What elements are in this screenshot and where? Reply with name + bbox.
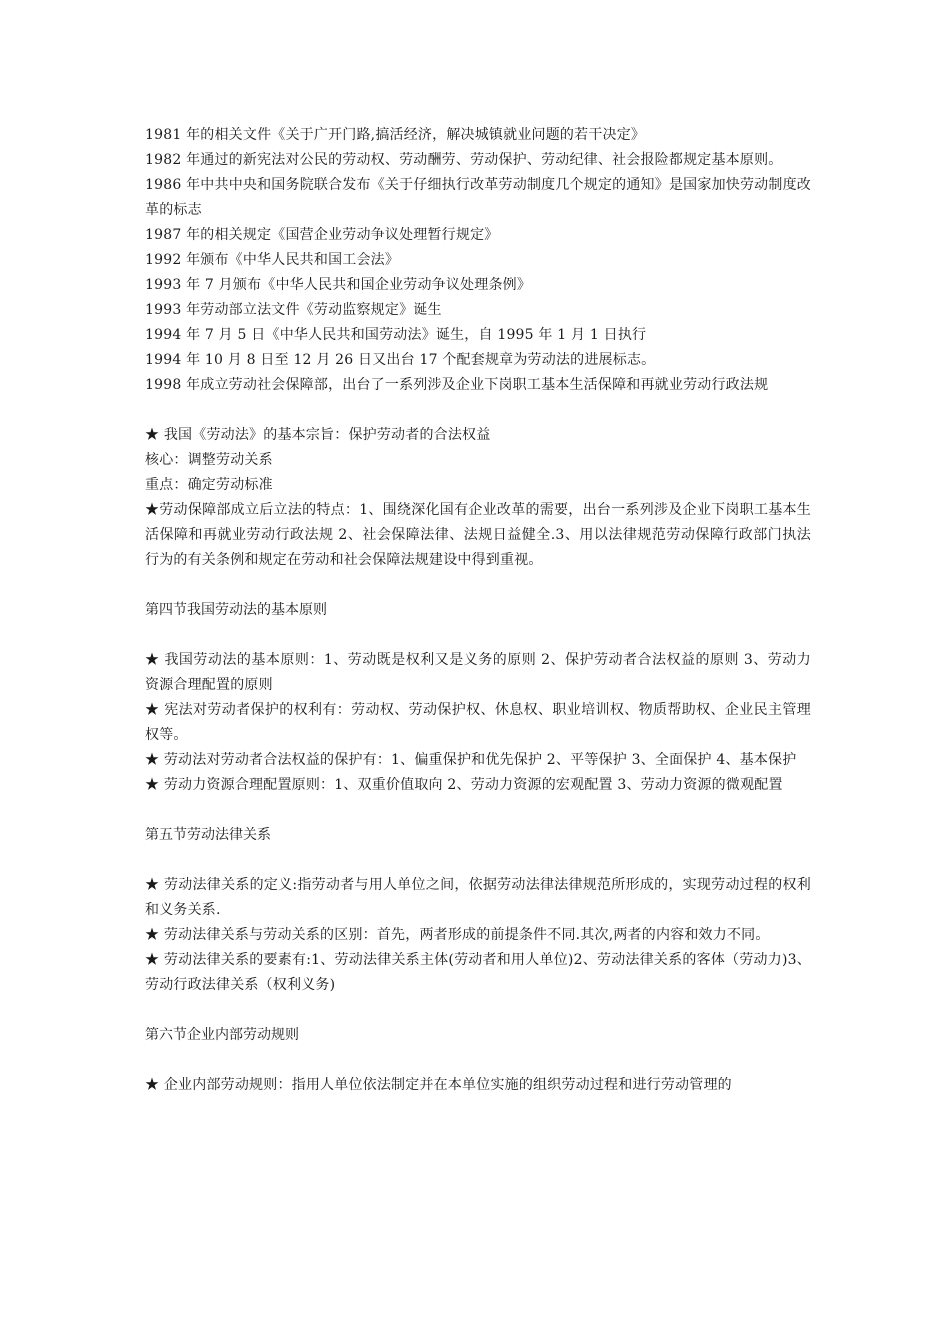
document-page [145, 123, 811, 1098]
section-item: ★ 劳动法对劳动者合法权益的保护有：1、偏重保护和优先保护 2、平等保护 3、全面保护 4、基本保护 [145, 752, 797, 768]
section-item: ★ 宪法对劳动者保护的权利有：劳动权、劳动保护权、休息权、职业培训权、物质帮助权、企业民主管理权等。 [145, 702, 811, 743]
history-line: 1998 年成立劳动社会保障部，出台了一系列涉及企业下岗职工基本生活保障和再就业劳动行政法规 [145, 377, 769, 393]
spacer [145, 848, 811, 873]
section-item: ★ 我国劳动法的基本原则：1、劳动既是权利又是义务的原则 2、保护劳动者合法权益的原则 3、劳动力资源合理配置的原则 [145, 652, 811, 693]
section-item: ★ 劳动法律关系的定义:指劳动者与用人单位之间，依据劳动法律法律规范所形成的，实现劳动过程的权利和义务关系. [145, 877, 811, 918]
spacer [145, 573, 811, 598]
spacer [145, 398, 811, 423]
section-heading: 第六节企业内部劳动规则 [145, 1027, 299, 1043]
section-heading: 第五节劳动法律关系 [145, 827, 271, 843]
history-line: 1987 年的相关规定《国营企业劳动争议处理暂行规定》 [145, 227, 499, 243]
spacer [145, 998, 811, 1023]
history-line: 1994 年 7 月 5 日《中华人民共和国劳动法》诞生，自 1995 年 1 月 1 日执行 [145, 327, 647, 343]
section-item: ★ 劳动法律关系的要素有:1、劳动法律关系主体(劳动者和用人单位)2、劳动法律关系的客体（劳动力)3、劳动行政法律关系（权利义务) [145, 952, 811, 993]
history-line: 1992 年颁布《中华人民共和国工会法》 [145, 252, 400, 268]
purpose-line: ★ 我国《劳动法》的基本宗旨：保护劳动者的合法权益 [145, 427, 491, 443]
section-heading: 第四节我国劳动法的基本原则 [145, 602, 327, 618]
history-line: 1986 年中共中央和国务院联合发布《关于仔细执行改革劳动制度几个规定的通知》是国家加快劳动制度改革的标志 [145, 177, 811, 218]
section-item: ★ 劳动法律关系与劳动关系的区别：首先，两者形成的前提条件不同.其次,两者的内容和效力不同。 [145, 927, 770, 943]
section-item: ★ 劳动力资源合理配置原则：1、双重价值取向 2、劳动力资源的宏观配置 3、劳动力资源的微观配置 [145, 777, 783, 793]
section-item: ★ 企业内部劳动规则：指用人单位依法制定并在本单位实施的组织劳动过程和进行劳动管理的 [145, 1077, 732, 1093]
purpose-line: ★劳动保障部成立后立法的特点：1、围绕深化国有企业改革的需要，出台一系列涉及企业下岗职工基本生活保障和再就业劳动行政法规 2、社会保障法律、法规日益健全.3、用以法律规范劳动保障行政部门执法行为的有关条例和规定在劳动和社会保障法规建设中得到重视。 [145, 502, 811, 568]
spacer [145, 1048, 811, 1073]
history-line: 1993 年劳动部立法文件《劳动监察规定》诞生 [145, 302, 442, 318]
history-line: 1994 年 10 月 8 日至 12 月 26 日又出台 17 个配套规章为劳动法的进展标志。 [145, 352, 656, 368]
purpose-line: 核心：调整劳动关系 [145, 452, 273, 468]
spacer [145, 798, 811, 823]
history-line: 1982 年通过的新宪法对公民的劳动权、劳动酬劳、劳动保护、劳动纪律、社会报险都规定基本原则。 [145, 152, 783, 168]
purpose-line: 重点：确定劳动标准 [145, 477, 273, 493]
history-line: 1981 年的相关文件《关于广开门路,搞活经济，解决城镇就业问题的若干决定》 [145, 127, 646, 143]
history-line: 1993 年 7 月颁布《中华人民共和国企业劳动争议处理条例》 [145, 277, 532, 293]
spacer [145, 623, 811, 648]
